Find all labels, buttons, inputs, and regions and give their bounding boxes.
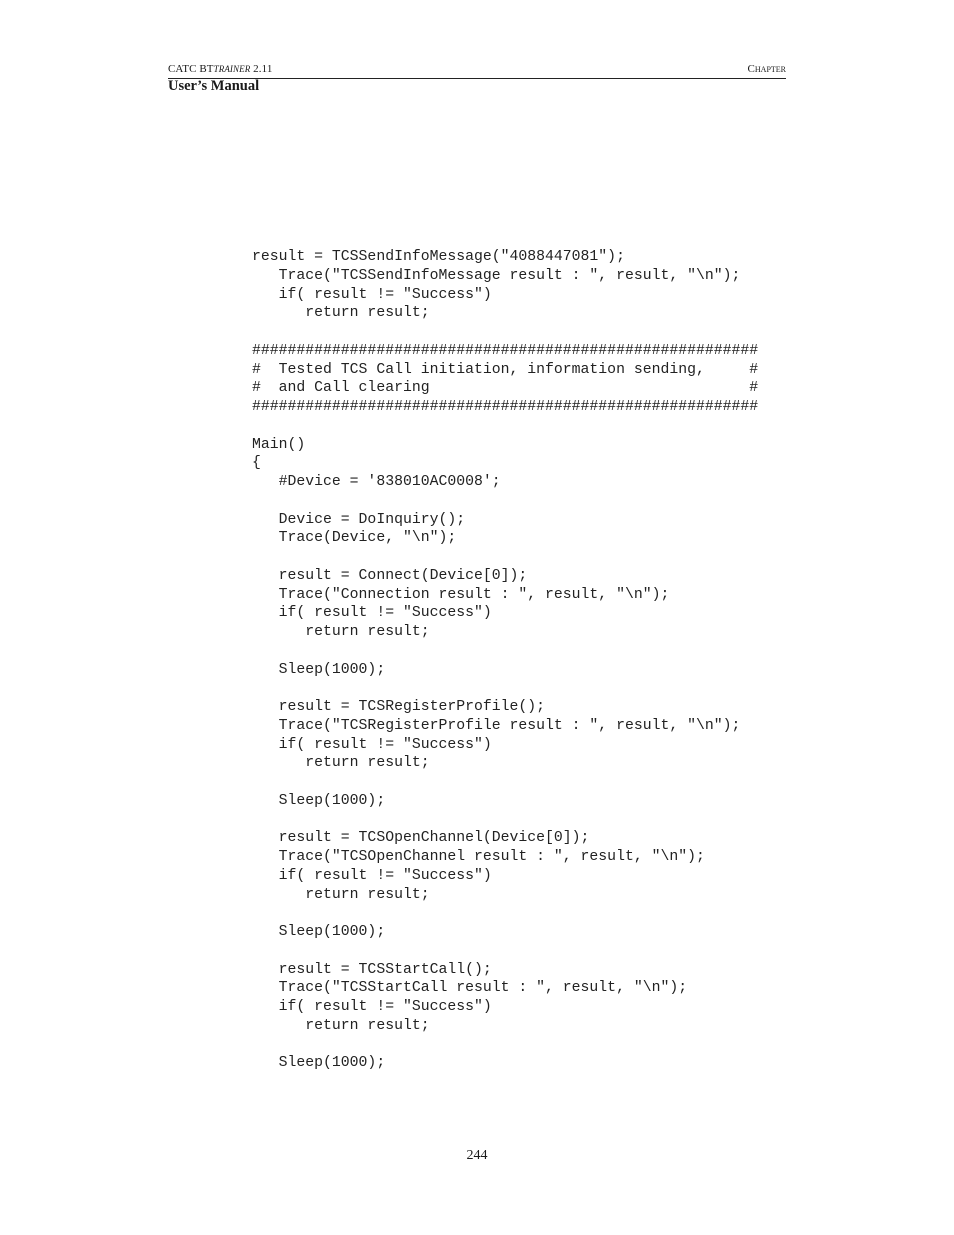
code-line: Sleep(1000); [252, 1055, 386, 1072]
code-line [252, 904, 758, 923]
code-listing [252, 248, 758, 1073]
code-line [252, 492, 758, 511]
code-line [252, 811, 758, 830]
header-version: 2.11 [250, 63, 273, 75]
code-line: Sleep(1000); [252, 924, 386, 940]
code-line [252, 773, 758, 792]
code-line: return result; [252, 305, 430, 322]
header-chapter: Chapter [747, 63, 786, 75]
code-line [252, 942, 758, 961]
code-line: # Tested TCS Call initiation, information sending, # [252, 361, 759, 378]
header-product-title [168, 63, 272, 75]
code-line: Sleep(1000); [252, 661, 386, 678]
code-line: Trace("TCSOpenChannel result : ", result, "\n"); [252, 849, 705, 865]
code-line: Trace("TCSRegisterProfile result : ", result, "\n"); [252, 717, 741, 734]
code-line: if( result != "Success") [252, 867, 492, 884]
page-number: 244 [466, 1148, 488, 1163]
code-line [252, 642, 758, 661]
header-product-smallcaps: TRAINER [213, 64, 251, 74]
code-line: #Device = '838010AC0008'; [252, 474, 501, 490]
code-line: Main() [252, 436, 306, 453]
header-manual-title: User’s Manual [168, 78, 260, 94]
header-product-prefix: CATC BT [168, 63, 214, 75]
code-line: result = TCSRegisterProfile(); [252, 699, 546, 715]
code-line: Trace(Device, "\n"); [252, 530, 457, 547]
code-line: if( result != "Success") [252, 999, 492, 1015]
code-line: result = TCSOpenChannel(Device[0]); [252, 830, 590, 847]
code-line: result = TCSSendInfoMessage("4088447081"); [252, 249, 625, 265]
code-line: return result; [252, 624, 430, 640]
code-line: result = TCSStartCall(); [252, 961, 492, 978]
code-line: if( result != "Success") [252, 605, 492, 622]
code-line: ######################################################### [252, 342, 759, 359]
code-line: result = Connect(Device[0]); [252, 567, 528, 584]
code-line: Trace("TCSStartCall result : ", result, "\n"); [252, 980, 688, 997]
running-header [168, 62, 786, 79]
code-line: Trace("Connection result : ", result, "\n"); [252, 586, 670, 603]
code-line: Trace("TCSSendInfoMessage result : ", result, "\n"); [252, 267, 741, 284]
code-line: if( result != "Success") [252, 286, 492, 303]
code-line: return result; [252, 755, 430, 772]
code-line: if( result != "Success") [252, 736, 492, 753]
code-line [252, 1036, 758, 1055]
code-line [252, 548, 758, 567]
code-line: # and Call clearing # [252, 380, 759, 397]
code-line: { [252, 455, 261, 472]
code-line [252, 417, 758, 436]
code-line [252, 323, 758, 342]
code-line: return result; [252, 886, 430, 903]
code-line: return result; [252, 1017, 430, 1034]
code-line: Sleep(1000); [252, 792, 386, 809]
code-line: Device = DoInquiry(); [252, 511, 466, 528]
code-line: ######################################################### [252, 399, 759, 415]
code-line [252, 679, 758, 698]
